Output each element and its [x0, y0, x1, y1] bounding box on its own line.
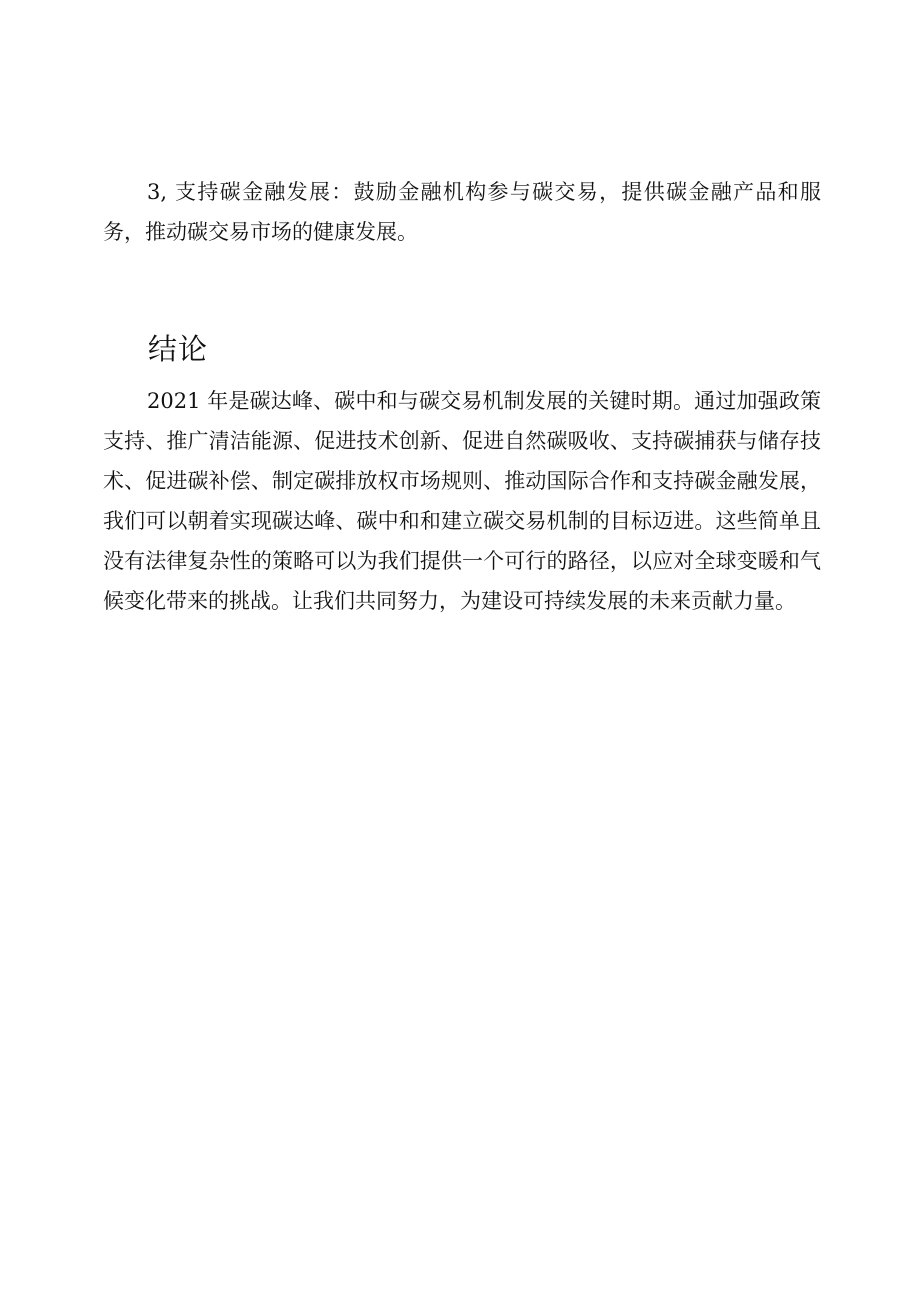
- paragraph-conclusion: 2021 年是碳达峰、碳中和与碳交易机制发展的关键时期。通过加强政策支持、推广清洁能源、促进技术创新、促进自然碳吸收、支持碳捕获与储存技术、促进碳补偿、制定碳排放权市场规则、推动国际合作和支持碳金融发展，我们可以朝着实现碳达峰、碳中和和建立碳交易机制的目标迈进。这些简单且没有法律复杂性的策略可以为我们提供一个可行的路径，以应对全球变暖和气候变化带来的挑战。让我们共同努力，为建设可持续发展的未来贡献力量。: [103, 389, 821, 613]
- section-heading-conclusion: 结论: [148, 332, 209, 366]
- paragraph-carbon-finance: 3, 支持碳金融发展：鼓励金融机构参与碳交易，提供碳金融产品和服务，推动碳交易市场的健康发展。: [103, 180, 821, 244]
